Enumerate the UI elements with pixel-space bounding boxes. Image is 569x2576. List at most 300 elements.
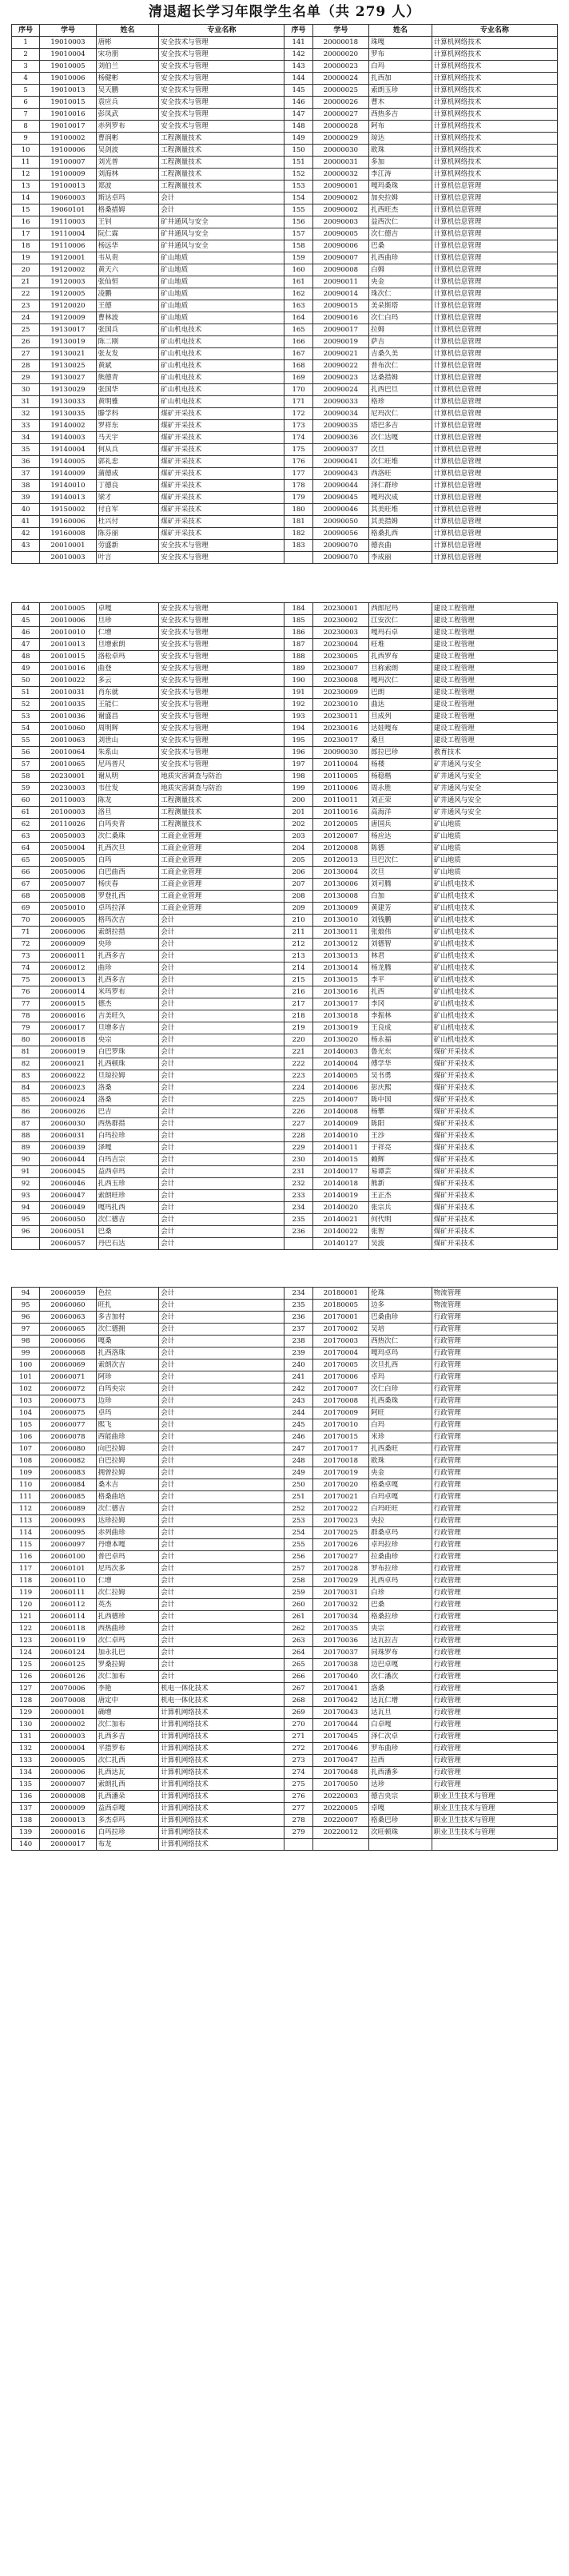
major-cell: 工商企业管理 <box>159 903 284 915</box>
seq-cell: 60 <box>12 795 40 807</box>
seq-cell: 222 <box>284 1058 312 1070</box>
name-cell: 德丧曲 <box>369 540 432 552</box>
major-cell: 会计 <box>159 1611 284 1623</box>
student-id-cell: 20000002 <box>40 1719 96 1731</box>
major-cell: 计算机网络技术 <box>159 1779 284 1791</box>
name-cell: 刘可腾 <box>369 879 432 891</box>
name-cell: 王能仁 <box>96 699 159 711</box>
table-row <box>12 1575 558 1587</box>
major-cell: 工程测量技术 <box>159 133 284 145</box>
student-id-cell: 20170028 <box>312 1563 368 1575</box>
seq-cell: 50 <box>12 675 40 687</box>
name-cell: 凌鹏 <box>96 288 159 300</box>
major-cell: 行政管理 <box>432 1539 557 1551</box>
table-row <box>12 819 558 831</box>
major-cell: 矿井通风与安全 <box>432 759 557 771</box>
seq-cell: 237 <box>284 1324 312 1336</box>
student-id-cell: 20170021 <box>312 1491 368 1503</box>
seq-cell: 163 <box>284 300 312 312</box>
major-cell: 矿山地质 <box>432 843 557 855</box>
major-cell: 煤矿开采技术 <box>432 1106 557 1118</box>
major-cell: 安全技术与管理 <box>159 540 284 552</box>
student-id-cell: 19100007 <box>40 157 96 169</box>
major-cell: 会计 <box>159 1202 284 1214</box>
major-cell: 行政管理 <box>432 1707 557 1719</box>
student-id-cell: 19100006 <box>40 145 96 157</box>
student-id-cell: 20220007 <box>312 1815 368 1827</box>
student-id-cell: 20110004 <box>312 759 368 771</box>
seq-cell: 74 <box>12 963 40 974</box>
roster-section <box>11 24 558 564</box>
name-cell: 曹润彬 <box>96 133 159 145</box>
table-row <box>12 1683 558 1695</box>
student-id-cell: 20000004 <box>40 1743 96 1755</box>
major-cell: 会计 <box>159 1046 284 1058</box>
table-row <box>12 963 558 974</box>
name-cell: 吴剑波 <box>96 145 159 157</box>
student-id-cell: 20130018 <box>312 1010 368 1022</box>
student-id-cell: 20170050 <box>312 1779 368 1791</box>
name-cell: 次仁加布 <box>96 1671 159 1683</box>
student-id-cell: 20050003 <box>40 831 96 843</box>
table-row <box>12 1455 558 1467</box>
name-cell: 仁增 <box>96 1575 159 1587</box>
seq-cell: 214 <box>284 963 312 974</box>
table-row <box>12 1635 558 1647</box>
major-cell: 会计 <box>159 1324 284 1336</box>
major-cell: 矿山机电技术 <box>432 927 557 939</box>
name-cell: 塔巴多吉 <box>369 420 432 432</box>
table-row <box>12 157 558 169</box>
name-cell: 于祥亮 <box>369 1142 432 1154</box>
student-id-cell: 20170022 <box>312 1503 368 1515</box>
major-cell: 行政管理 <box>432 1623 557 1635</box>
major-cell: 会计 <box>159 1527 284 1539</box>
major-cell: 矿山机电技术 <box>432 939 557 951</box>
name-cell: 赖辉 <box>369 1154 432 1166</box>
table-row <box>12 1779 558 1791</box>
seq-cell: 11 <box>12 157 40 169</box>
name-cell: 扎西罗布 <box>369 651 432 663</box>
name-cell: 白巴曲西 <box>96 867 159 879</box>
table-row <box>12 252 558 264</box>
major-cell: 安全技术与管理 <box>159 687 284 699</box>
name-cell: 王良成 <box>369 1022 432 1034</box>
major-cell: 行政管理 <box>432 1443 557 1455</box>
name-cell: 陈芬丽 <box>96 528 159 540</box>
name-cell: 江安次仁 <box>369 615 432 627</box>
student-id-cell: 20090022 <box>312 360 368 372</box>
student-id-cell: 20130008 <box>312 891 368 903</box>
seq-cell: 277 <box>284 1803 312 1815</box>
name-cell: 谢盛昌 <box>96 711 159 723</box>
major-cell: 会计 <box>159 1599 284 1611</box>
table-row <box>12 396 558 408</box>
name-cell: 阿旺 <box>369 1407 432 1419</box>
student-id-cell: 20170020 <box>312 1479 368 1491</box>
name-cell: 洛桑 <box>96 1094 159 1106</box>
name-cell: 罗祥东 <box>96 420 159 432</box>
name-cell: 李江涛 <box>369 169 432 181</box>
table-row <box>12 951 558 963</box>
student-id-cell: 20060077 <box>40 1419 96 1431</box>
major-cell: 会计 <box>159 998 284 1010</box>
name-cell: 确增 <box>96 1707 159 1719</box>
table-row <box>12 1106 558 1118</box>
major-cell: 安全技术与管理 <box>159 109 284 121</box>
major-cell: 工程测量技术 <box>159 157 284 169</box>
name-cell: 白姆 <box>369 264 432 276</box>
major-cell: 矿山地质 <box>159 300 284 312</box>
student-id-cell: 20060068 <box>40 1348 96 1359</box>
table-row <box>12 420 558 432</box>
major-cell: 矿井通风与安全 <box>432 783 557 795</box>
seq-cell: 173 <box>284 420 312 432</box>
name-cell: 多加 <box>369 157 432 169</box>
student-id-cell: 20060050 <box>40 1214 96 1226</box>
major-cell: 行政管理 <box>432 1731 557 1743</box>
name-cell: 黄建芳 <box>369 903 432 915</box>
major-cell: 煤矿开采技术 <box>432 1214 557 1226</box>
seq-cell: 175 <box>284 444 312 456</box>
student-id-cell: 20050007 <box>40 879 96 891</box>
student-id-cell: 20060124 <box>40 1647 96 1659</box>
major-cell: 计算机信息管理 <box>432 336 557 348</box>
seq-cell: 259 <box>284 1587 312 1599</box>
seq-cell: 94 <box>12 1202 40 1214</box>
student-id-cell: 20010006 <box>40 615 96 627</box>
major-cell: 工程测量技术 <box>159 795 284 807</box>
name-cell: 桑木吉 <box>96 1479 159 1491</box>
student-id-cell: 19100013 <box>40 181 96 193</box>
seq-cell: 276 <box>284 1791 312 1803</box>
major-cell: 矿山机电技术 <box>432 998 557 1010</box>
seq-cell: 233 <box>284 1190 312 1202</box>
name-cell: 扎西桑旺 <box>369 1443 432 1455</box>
student-id-cell: 20090043 <box>312 468 368 480</box>
major-cell: 建设工程管理 <box>432 735 557 747</box>
table-row <box>12 1154 558 1166</box>
student-id-cell: 20230017 <box>312 735 368 747</box>
major-cell: 计算机信息管理 <box>432 432 557 444</box>
seq-cell: 223 <box>284 1070 312 1082</box>
student-id-cell: 20140009 <box>312 1118 368 1130</box>
name-cell: 桑旦 <box>369 735 432 747</box>
seq-cell: 218 <box>284 1010 312 1022</box>
major-cell: 行政管理 <box>432 1719 557 1731</box>
major-cell: 会计 <box>159 1312 284 1324</box>
major-cell: 行政管理 <box>432 1551 557 1563</box>
major-cell: 会计 <box>159 1336 284 1348</box>
seq-cell: 215 <box>284 974 312 986</box>
table-row <box>12 903 558 915</box>
seq-cell: 248 <box>284 1455 312 1467</box>
student-id-cell: 20060018 <box>40 1034 96 1046</box>
seq-cell: 124 <box>12 1647 40 1659</box>
table-row <box>12 360 558 372</box>
name-cell: 韦仕发 <box>96 783 159 795</box>
seq-cell: 30 <box>12 384 40 396</box>
name-cell: 丹增本嘎 <box>96 1539 159 1551</box>
student-id-cell: 20140007 <box>312 1094 368 1106</box>
name-cell: 刘正荣 <box>369 795 432 807</box>
seq-cell: 96 <box>12 1312 40 1324</box>
seq-cell: 98 <box>12 1336 40 1348</box>
major-cell: 会计 <box>159 1359 284 1371</box>
seq-cell: 181 <box>284 516 312 528</box>
major-cell: 会计 <box>159 963 284 974</box>
major-cell: 会计 <box>159 1431 284 1443</box>
name-cell: 刘世山 <box>96 735 159 747</box>
student-id-cell: 19100002 <box>40 133 96 145</box>
seq-cell: 187 <box>284 639 312 651</box>
major-cell: 行政管理 <box>432 1359 557 1371</box>
table-row <box>12 1070 558 1082</box>
major-cell: 煤矿开采技术 <box>432 1190 557 1202</box>
seq-cell: 221 <box>284 1046 312 1058</box>
seq-cell: 258 <box>284 1575 312 1587</box>
student-id-cell: 20140017 <box>312 1166 368 1178</box>
name-cell: 白玛 <box>369 61 432 73</box>
seq-cell: 27 <box>12 348 40 360</box>
name-cell: 其美旺堆 <box>369 504 432 516</box>
student-id-cell: 20140006 <box>312 1082 368 1094</box>
name-cell: 白巴罗珠 <box>96 1046 159 1058</box>
seq-cell: 176 <box>284 456 312 468</box>
name-cell: 嘎桑 <box>96 1336 159 1348</box>
name-cell: 次仁潘次 <box>369 1671 432 1683</box>
name-cell: 谢从明 <box>96 771 159 783</box>
name-cell: 唐定中 <box>96 1695 159 1707</box>
table-row <box>12 1202 558 1214</box>
name-cell: 白玛 <box>369 1419 432 1431</box>
student-id-cell: 20010010 <box>40 627 96 639</box>
name-cell: 周明辉 <box>96 723 159 735</box>
major-cell: 矿山机电技术 <box>432 1034 557 1046</box>
student-id-cell: 20170006 <box>312 1371 368 1383</box>
name-cell: 吴书勇 <box>369 1070 432 1082</box>
name-cell: 西热曲珍 <box>96 1623 159 1635</box>
table-row <box>12 675 558 687</box>
name-cell: 高海洋 <box>369 807 432 819</box>
name-cell: 泽仁群珍 <box>369 480 432 492</box>
table-row <box>12 986 558 998</box>
seq-cell: 17 <box>12 228 40 240</box>
name-cell: 罗布 <box>369 49 432 61</box>
seq-cell: 90 <box>12 1154 40 1166</box>
name-cell: 央宗 <box>96 1034 159 1046</box>
name-cell: 央拉 <box>369 1515 432 1527</box>
name-cell: 西热次仁 <box>369 1336 432 1348</box>
seq-cell: 172 <box>284 408 312 420</box>
major-cell: 计算机网络技术 <box>432 61 557 73</box>
major-cell: 煤矿开采技术 <box>432 1226 557 1238</box>
student-id-cell: 20060075 <box>40 1407 96 1419</box>
seq-cell: 13 <box>12 181 40 193</box>
student-id-cell: 20090037 <box>312 444 368 456</box>
name-cell: 德吉央宗 <box>369 1791 432 1803</box>
major-cell: 计算机信息管理 <box>432 228 557 240</box>
name-cell: 边巴卓嘎 <box>369 1659 432 1671</box>
major-cell: 计算机信息管理 <box>432 240 557 252</box>
column-header: 姓名 <box>96 25 159 37</box>
seq-cell: 95 <box>12 1300 40 1312</box>
seq-cell: 108 <box>12 1455 40 1467</box>
student-id-cell: 20170035 <box>312 1623 368 1635</box>
student-id-cell: 19060101 <box>40 204 96 216</box>
name-cell: 央珍 <box>96 939 159 951</box>
table-row <box>12 145 558 157</box>
table-row <box>12 759 558 771</box>
student-id-cell: 20130019 <box>312 1022 368 1034</box>
student-id-cell: 20000028 <box>312 121 368 133</box>
seq-cell: 272 <box>284 1743 312 1755</box>
name-cell: 罗布拉珍 <box>369 1563 432 1575</box>
major-cell: 建设工程管理 <box>432 699 557 711</box>
seq-cell: 202 <box>284 819 312 831</box>
seq-cell: 4 <box>12 73 40 85</box>
name-cell: 格玛次吉 <box>96 915 159 927</box>
student-id-cell: 20060026 <box>40 1106 96 1118</box>
student-id-cell: 20060005 <box>40 915 96 927</box>
seq-cell: 254 <box>284 1527 312 1539</box>
name-cell: 格珍 <box>369 396 432 408</box>
major-cell: 建设工程管理 <box>432 627 557 639</box>
name-cell: 巴朗 <box>369 687 432 699</box>
page-break <box>0 1250 569 1287</box>
student-id-cell: 20060066 <box>40 1336 96 1348</box>
student-id-cell: 20090033 <box>312 396 368 408</box>
student-id-cell: 20130015 <box>312 974 368 986</box>
major-cell: 会计 <box>159 1623 284 1635</box>
name-cell: 熊新 <box>369 1178 432 1190</box>
student-id-cell: 20090044 <box>312 480 368 492</box>
student-id-cell: 20010016 <box>40 663 96 675</box>
student-id-cell: 19130027 <box>40 372 96 384</box>
table-row <box>12 807 558 819</box>
major-cell: 行政管理 <box>432 1383 557 1395</box>
table-row <box>12 1431 558 1443</box>
student-id-cell: 20090021 <box>312 348 368 360</box>
name-cell: 刘光普 <box>96 157 159 169</box>
seq-cell: 34 <box>12 432 40 444</box>
name-cell: 扎西曲珍 <box>369 252 432 264</box>
student-id-cell: 20230007 <box>312 663 368 675</box>
seq-cell: 65 <box>12 855 40 867</box>
name-cell: 赤列曲珍 <box>96 1527 159 1539</box>
table-row <box>12 1094 558 1106</box>
seq-cell: 45 <box>12 615 40 627</box>
seq-cell: 189 <box>284 663 312 675</box>
seq-cell: 251 <box>284 1491 312 1503</box>
seq-cell: 142 <box>284 49 312 61</box>
name-cell: 白玛拉珍 <box>96 1827 159 1839</box>
seq-cell: 242 <box>284 1383 312 1395</box>
name-cell: 珠次仁 <box>369 288 432 300</box>
seq-cell: 66 <box>12 867 40 879</box>
name-cell: 次仁旺堆 <box>369 456 432 468</box>
seq-cell: 263 <box>284 1635 312 1647</box>
major-cell: 建设工程管理 <box>432 663 557 675</box>
seq-cell: 199 <box>284 783 312 795</box>
major-cell: 矿山地质 <box>159 276 284 288</box>
seq-cell: 9 <box>12 133 40 145</box>
major-cell: 煤矿开采技术 <box>432 1178 557 1190</box>
major-cell: 计算机信息管理 <box>432 324 557 336</box>
major-cell: 会计 <box>159 1563 284 1575</box>
student-id-cell: 20090007 <box>312 252 368 264</box>
name-cell: 陈德 <box>369 843 432 855</box>
major-cell: 矿山地质 <box>159 252 284 264</box>
major-cell: 矿山机电技术 <box>432 986 557 998</box>
student-id-cell: 20090014 <box>312 288 368 300</box>
seq-cell: 85 <box>12 1094 40 1106</box>
seq-cell: 182 <box>284 528 312 540</box>
student-id-cell: 19100009 <box>40 169 96 181</box>
name-cell: 格桑措姆 <box>96 204 159 216</box>
table-row <box>12 372 558 384</box>
seq-cell: 64 <box>12 843 40 855</box>
major-cell: 安全技术与管理 <box>159 735 284 747</box>
name-cell: 刘钱鹏 <box>369 915 432 927</box>
name-cell: 白珍 <box>369 1587 432 1599</box>
table-row <box>12 444 558 456</box>
name-cell: 韦从贵 <box>96 252 159 264</box>
seq-cell: 93 <box>12 1190 40 1202</box>
page-break <box>0 564 569 602</box>
major-cell: 会计 <box>159 1419 284 1431</box>
major-cell: 行政管理 <box>432 1683 557 1695</box>
name-cell: 陈中国 <box>369 1094 432 1106</box>
student-id-cell: 20060069 <box>40 1359 96 1371</box>
student-id-cell: 20060084 <box>40 1479 96 1491</box>
major-cell: 计算机信息管理 <box>432 528 557 540</box>
seq-cell: 229 <box>284 1142 312 1154</box>
seq-cell: 123 <box>12 1635 40 1647</box>
table-row <box>12 1491 558 1503</box>
table-row <box>12 1383 558 1395</box>
major-cell: 安全技术与管理 <box>159 603 284 615</box>
major-cell: 行政管理 <box>432 1336 557 1348</box>
table-row <box>12 432 558 444</box>
name-cell: 罗布曲珍 <box>369 1743 432 1755</box>
student-id-cell: 20010015 <box>40 651 96 663</box>
table-row <box>12 627 558 639</box>
student-id-cell: 20140022 <box>312 1226 368 1238</box>
name-cell: 次旺顿珠 <box>369 1827 432 1839</box>
name-cell: 张国华 <box>96 384 159 396</box>
major-cell: 计算机信息管理 <box>432 193 557 204</box>
name-cell: 巴桑 <box>369 240 432 252</box>
seq-cell: 244 <box>284 1407 312 1419</box>
student-id-cell: 20230010 <box>312 699 368 711</box>
student-id-cell: 20060065 <box>40 1324 96 1336</box>
name-cell: 张宗兵 <box>369 1202 432 1214</box>
major-cell: 会计 <box>159 1467 284 1479</box>
name-cell: 郎拉巴珍 <box>369 747 432 759</box>
major-cell: 煤矿开采技术 <box>432 1154 557 1166</box>
name-cell: 扎西 <box>369 986 432 998</box>
name-cell: 格桑曲培 <box>96 1491 159 1503</box>
major-cell: 会计 <box>159 1142 284 1154</box>
student-id-cell: 19010003 <box>40 37 96 49</box>
major-cell: 安全技术与管理 <box>159 552 284 564</box>
major-cell: 职业卫生技术与管理 <box>432 1827 557 1839</box>
major-cell: 会计 <box>159 1082 284 1094</box>
seq-cell: 54 <box>12 723 40 735</box>
name-cell: 旦增索朗 <box>96 639 159 651</box>
student-id-cell: 20120008 <box>312 843 368 855</box>
